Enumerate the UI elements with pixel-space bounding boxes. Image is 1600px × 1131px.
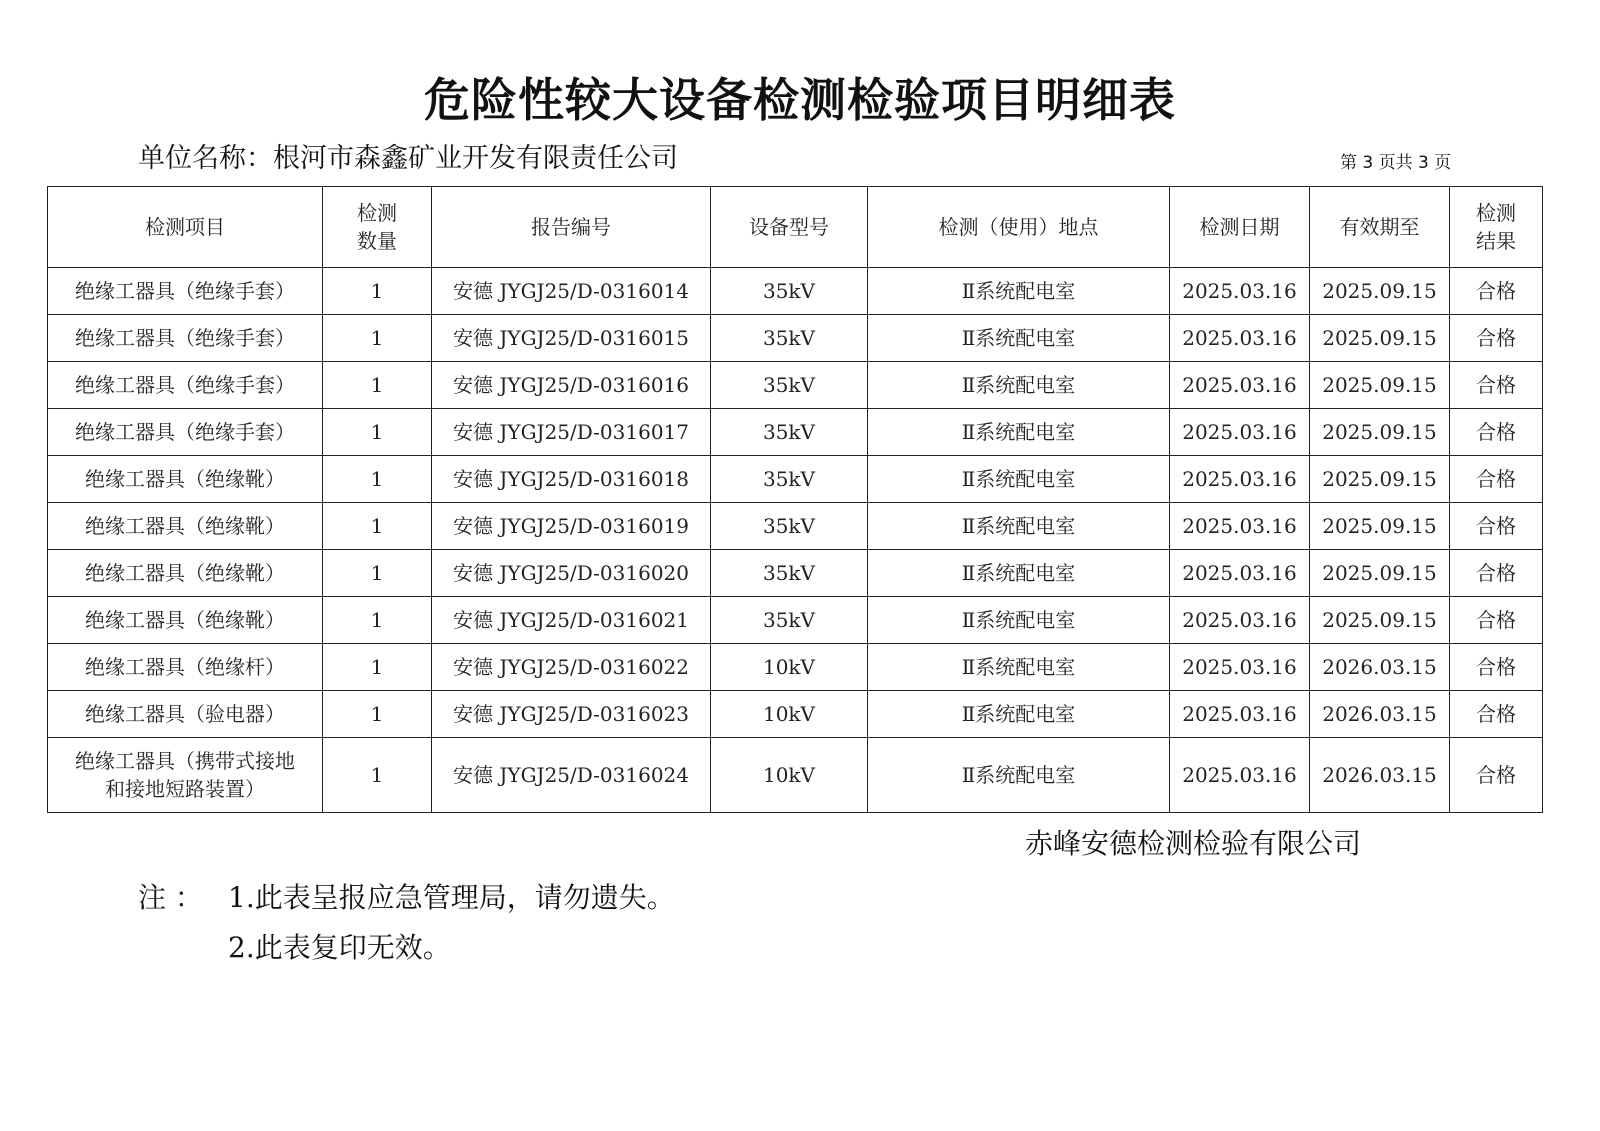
cell-item: 绝缘工器具（绝缘靴）	[48, 597, 323, 644]
cell-test-date: 2025.03.16	[1170, 644, 1310, 691]
note-item: 2.此表复印无效。	[228, 931, 451, 964]
table-row	[48, 738, 1543, 813]
cell-location: Ⅱ系统配电室	[868, 315, 1170, 362]
cell-valid-until: 2025.09.15	[1310, 362, 1450, 409]
cell-model: 10kV	[711, 644, 868, 691]
header-model: 设备型号	[711, 187, 868, 268]
cell-result: 合格	[1450, 644, 1543, 691]
cell-location: Ⅱ系统配电室	[868, 644, 1170, 691]
cell-location: Ⅱ系统配电室	[868, 597, 1170, 644]
table-row	[48, 503, 1543, 550]
cell-valid-until: 2025.09.15	[1310, 503, 1450, 550]
cell-model: 35kV	[711, 550, 868, 597]
cell-model: 10kV	[711, 738, 868, 813]
header-valid-until: 有效期至	[1310, 187, 1450, 268]
cell-report-no: 安德 JYGJ25/D-0316023	[432, 691, 711, 738]
cell-test-date: 2025.03.16	[1170, 691, 1310, 738]
table-row	[48, 409, 1543, 456]
cell-report-no: 安德 JYGJ25/D-0316024	[432, 738, 711, 813]
cell-test-date: 2025.03.16	[1170, 738, 1310, 813]
cell-location: Ⅱ系统配电室	[868, 503, 1170, 550]
cell-report-no: 安德 JYGJ25/D-0316021	[432, 597, 711, 644]
cell-report-no: 安德 JYGJ25/D-0316016	[432, 362, 711, 409]
cell-report-no: 安德 JYGJ25/D-0316020	[432, 550, 711, 597]
cell-test-date: 2025.03.16	[1170, 503, 1310, 550]
table-row	[48, 362, 1543, 409]
cell-item: 绝缘工器具（绝缘靴）	[48, 550, 323, 597]
cell-valid-until: 2025.09.15	[1310, 409, 1450, 456]
cell-valid-until: 2026.03.15	[1310, 644, 1450, 691]
header-test-date: 检测日期	[1170, 187, 1310, 268]
cell-quantity: 1	[323, 503, 432, 550]
inspection-table	[47, 186, 1543, 813]
cell-model: 35kV	[711, 597, 868, 644]
cell-test-date: 2025.03.16	[1170, 315, 1310, 362]
cell-location: Ⅱ系统配电室	[868, 738, 1170, 813]
cell-item: 绝缘工器具（验电器）	[48, 691, 323, 738]
cell-location: Ⅱ系统配电室	[868, 550, 1170, 597]
cell-model: 35kV	[711, 268, 868, 315]
page-info: 第 3 页共 3 页	[1340, 153, 1452, 173]
cell-test-date: 2025.03.16	[1170, 456, 1310, 503]
cell-item: 绝缘工器具（绝缘手套）	[48, 409, 323, 456]
table-row	[48, 268, 1543, 315]
cell-quantity: 1	[323, 644, 432, 691]
cell-result: 合格	[1450, 503, 1543, 550]
table-row	[48, 315, 1543, 362]
cell-quantity: 1	[323, 315, 432, 362]
cell-item: 绝缘工器具（绝缘靴）	[48, 456, 323, 503]
cell-quantity: 1	[323, 550, 432, 597]
cell-quantity: 1	[323, 738, 432, 813]
cell-test-date: 2025.03.16	[1170, 550, 1310, 597]
cell-result: 合格	[1450, 738, 1543, 813]
cell-test-date: 2025.03.16	[1170, 268, 1310, 315]
cell-model: 35kV	[711, 409, 868, 456]
cell-quantity: 1	[323, 362, 432, 409]
cell-quantity: 1	[323, 409, 432, 456]
cell-item: 绝缘工器具（携带式接地 和接地短路装置）	[48, 738, 323, 813]
cell-result: 合格	[1450, 315, 1543, 362]
cell-test-date: 2025.03.16	[1170, 362, 1310, 409]
cell-model: 10kV	[711, 691, 868, 738]
table-row	[48, 550, 1543, 597]
table-row	[48, 597, 1543, 644]
cell-report-no: 安德 JYGJ25/D-0316019	[432, 503, 711, 550]
cell-quantity: 1	[323, 268, 432, 315]
cell-valid-until: 2025.09.15	[1310, 315, 1450, 362]
cell-item: 绝缘工器具（绝缘手套）	[48, 362, 323, 409]
cell-result: 合格	[1450, 456, 1543, 503]
cell-item: 绝缘工器具（绝缘手套）	[48, 268, 323, 315]
header-report-no: 报告编号	[432, 187, 711, 268]
cell-location: Ⅱ系统配电室	[868, 362, 1170, 409]
header-result: 检测 结果	[1450, 187, 1543, 268]
cell-report-no: 安德 JYGJ25/D-0316015	[432, 315, 711, 362]
cell-test-date: 2025.03.16	[1170, 409, 1310, 456]
cell-model: 35kV	[711, 315, 868, 362]
cell-item: 绝缘工器具（绝缘靴）	[48, 503, 323, 550]
cell-quantity: 1	[323, 597, 432, 644]
cell-result: 合格	[1450, 550, 1543, 597]
table-row	[48, 456, 1543, 503]
note-item: 1.此表呈报应急管理局，请勿遗失。	[228, 881, 675, 914]
cell-valid-until: 2025.09.15	[1310, 268, 1450, 315]
cell-report-no: 安德 JYGJ25/D-0316022	[432, 644, 711, 691]
cell-location: Ⅱ系统配电室	[868, 268, 1170, 315]
issuer-company: 赤峰安德检测检验有限公司	[1025, 827, 1362, 860]
cell-valid-until: 2025.09.15	[1310, 550, 1450, 597]
cell-location: Ⅱ系统配电室	[868, 691, 1170, 738]
cell-report-no: 安德 JYGJ25/D-0316014	[432, 268, 711, 315]
cell-model: 35kV	[711, 362, 868, 409]
table-header-row	[48, 187, 1543, 268]
cell-quantity: 1	[323, 456, 432, 503]
unit-name: 单位名称：根河市森鑫矿业开发有限责任公司	[138, 143, 678, 174]
cell-item: 绝缘工器具（绝缘杆）	[48, 644, 323, 691]
cell-result: 合格	[1450, 597, 1543, 644]
cell-model: 35kV	[711, 503, 868, 550]
cell-report-no: 安德 JYGJ25/D-0316018	[432, 456, 711, 503]
notes-label: 注 ：	[138, 881, 203, 914]
cell-result: 合格	[1450, 268, 1543, 315]
cell-valid-until: 2025.09.15	[1310, 456, 1450, 503]
cell-report-no: 安德 JYGJ25/D-0316017	[432, 409, 711, 456]
cell-model: 35kV	[711, 456, 868, 503]
table-row	[48, 691, 1543, 738]
cell-result: 合格	[1450, 362, 1543, 409]
cell-result: 合格	[1450, 691, 1543, 738]
cell-valid-until: 2026.03.15	[1310, 738, 1450, 813]
cell-valid-until: 2026.03.15	[1310, 691, 1450, 738]
cell-result: 合格	[1450, 409, 1543, 456]
document-title: 危险性较大设备检测检验项目明细表	[424, 73, 1176, 127]
cell-item: 绝缘工器具（绝缘手套）	[48, 315, 323, 362]
cell-location: Ⅱ系统配电室	[868, 409, 1170, 456]
table-row	[48, 644, 1543, 691]
header-location: 检测（使用）地点	[868, 187, 1170, 268]
cell-test-date: 2025.03.16	[1170, 597, 1310, 644]
cell-location: Ⅱ系统配电室	[868, 456, 1170, 503]
header-item: 检测项目	[48, 187, 323, 268]
header-quantity: 检测 数量	[323, 187, 432, 268]
cell-valid-until: 2025.09.15	[1310, 597, 1450, 644]
cell-quantity: 1	[323, 691, 432, 738]
